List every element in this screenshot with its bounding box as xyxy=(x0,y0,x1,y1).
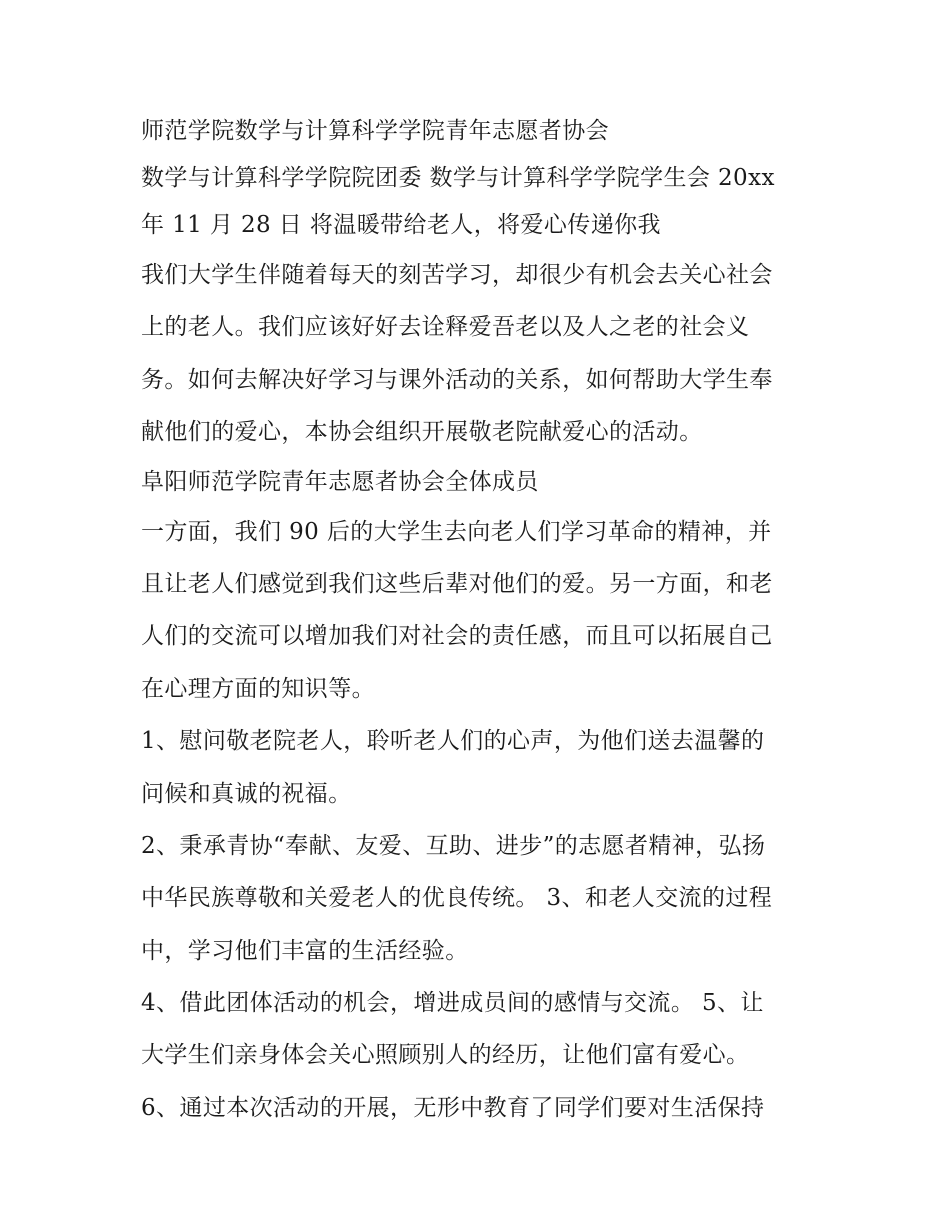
paragraph-line: 一方面，我们 90 后的大学生去向老人们学习革命的精神，并 xyxy=(141,518,772,545)
list-item-line: 4、借此团体活动的机会，增进成员间的感情与交流。 5、让 xyxy=(141,990,764,1017)
list-item-line: 问候和真诚的祝福。 xyxy=(141,780,352,807)
organizer-line: 师范学院数学与计算科学学院青年志愿者协会 xyxy=(141,118,609,144)
paragraph-line: 务。如何去解决好学习与课外活动的关系，如何帮助大学生奉 xyxy=(141,366,773,393)
date-theme-line: 年 11 月 28 日 将温暖带给老人，将爱心传递你我 xyxy=(141,212,661,238)
list-item-line: 中，学习他们丰富的生活经验。 xyxy=(141,937,469,964)
participants-line: 阜阳师范学院青年志愿者协会全体成员 xyxy=(141,468,539,495)
paragraph-line: 我们大学生伴随着每天的刻苦学习，却很少有机会去关心社会 xyxy=(141,262,773,288)
list-item-line: 1、慰问敬老院老人，聆听老人们的心声，为他们送去温馨的 xyxy=(141,728,765,755)
paragraph-line: 且让老人们感觉到我们这些后辈对他们的爱。另一方面，和老 xyxy=(141,570,773,597)
list-item-line: 6、通过本次活动的开展，无形中教育了同学们要对生活保持 xyxy=(141,1094,765,1121)
paragraph-line: 献他们的爱心，本协会组织开展敬老院献爱心的活动。 xyxy=(141,419,703,446)
list-item-line: 2、秉承青协“奉献、友爱、互助、进步”的志愿者精神，弘扬 xyxy=(141,832,766,859)
paragraph-line: 人们的交流可以增加我们对社会的责任感，而且可以拓展自己 xyxy=(141,623,773,650)
list-item-line: 大学生们亲身体会关心照顾别人的经历，让他们富有爱心。 xyxy=(141,1042,750,1069)
document-body xyxy=(141,108,821,1134)
list-item-line: 中华民族尊敬和关爱老人的优良传统。 3、和老人交流的过程 xyxy=(141,885,773,912)
paragraph-line: 上的老人。我们应该好好去诠释爱吾老以及人之老的社会义 xyxy=(141,314,750,341)
co-organizer-line: 数学与计算科学学院院团委 数学与计算科学学院学生会 20xx xyxy=(141,165,775,191)
paragraph-line: 在心理方面的知识等。 xyxy=(141,675,375,702)
